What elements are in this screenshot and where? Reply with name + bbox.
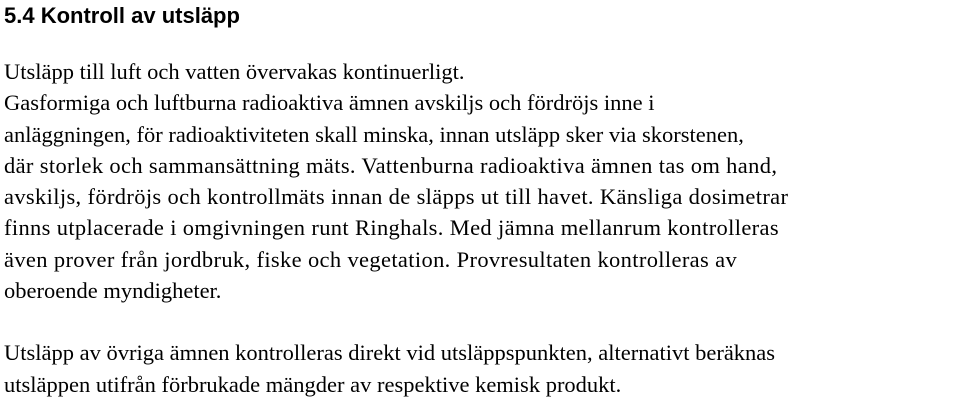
document-page xyxy=(4,0,958,400)
paragraph-line: utsläppen utifrån förbrukade mängder av respektive kemisk produkt. xyxy=(4,371,622,397)
paragraph-line: oberoende myndigheter. xyxy=(4,278,222,304)
paragraph-emissions-monitoring xyxy=(4,56,958,306)
paragraph-line: även prover från jordbruk, fiske och vegetation. Provresultaten kontrolleras av xyxy=(4,246,738,272)
paragraph-line: avskiljs, fördröjs och kontrollmäts innan de släpps ut till havet. Känsliga dosimetrar xyxy=(4,184,789,210)
paragraph-line: där storlek och sammansättning mäts. Vattenburna radioaktiva ämnen tas om hand, xyxy=(4,152,778,178)
paragraph-line: finns utplacerade i omgivningen runt Ringhals. Med jämna mellanrum kontrolleras xyxy=(4,215,779,241)
paragraph-line: Gasformiga och luftburna radioaktiva ämnen avskiljs och fördröjs inne i xyxy=(4,90,655,116)
paragraph-line: Utsläpp av övriga ämnen kontrolleras direkt vid utsläppspunkten, alternativt beräknas xyxy=(4,340,776,366)
paragraph-line: Utsläpp till luft och vatten övervakas kontinuerligt. xyxy=(4,59,465,84)
paragraph-other-substances xyxy=(4,337,958,400)
paragraph-line: anläggningen, för radioaktiviteten skall minska, innan utsläpp sker via skorstenen, xyxy=(4,121,744,147)
section-heading: 5.4 Kontroll av utsläpp xyxy=(4,3,240,28)
